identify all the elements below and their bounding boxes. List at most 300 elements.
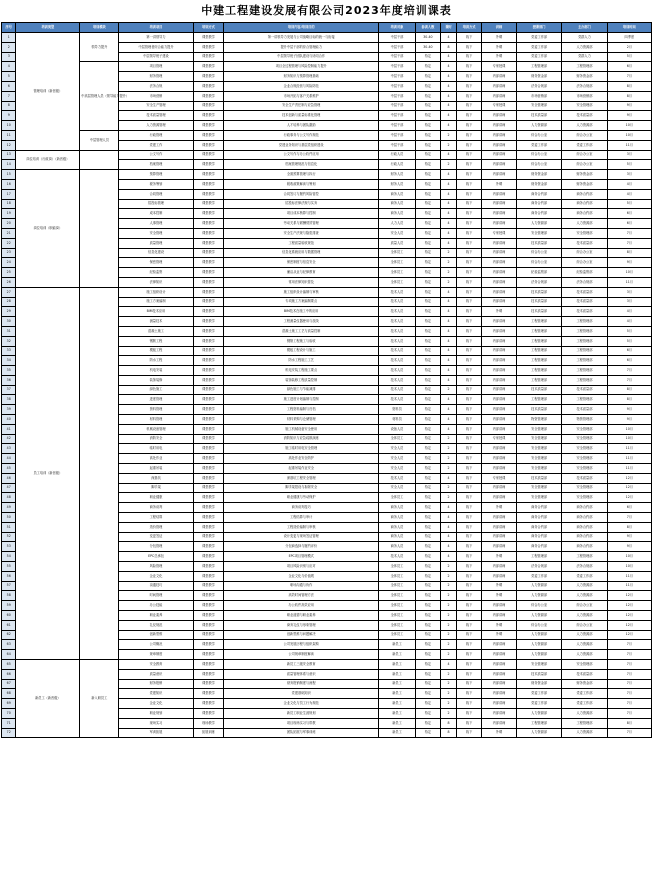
table-cell: 8月 (607, 385, 651, 395)
table-cell: 课堂教学 (193, 366, 224, 376)
table-cell: 线下 (457, 72, 482, 82)
table-cell: 拓展训练 (193, 728, 224, 738)
training-type-cell: 新员工（新晋级） (16, 660, 80, 738)
table-cell: 内部讲师 (481, 277, 516, 287)
table-cell: 团队拓展与军事训练 (224, 728, 379, 738)
table-cell: 4 (440, 91, 456, 101)
table-cell: 中层干部 (378, 42, 415, 52)
table-cell: 外聘 (481, 552, 516, 562)
table-cell: 待定 (416, 708, 441, 718)
table-cell: 起重吊装 (119, 464, 193, 474)
table-cell: 安全管理部 (516, 483, 561, 493)
table-cell: 外聘 (481, 728, 516, 738)
training-module-cell: 中层管理人员 (80, 130, 119, 150)
table-cell: 课堂教学 (193, 111, 224, 121)
table-cell: 11月 (607, 454, 651, 464)
row-number-cell: 30 (2, 317, 16, 327)
row-number-cell: 58 (2, 591, 16, 601)
table-cell: 技术质量部 (562, 385, 607, 395)
table-cell: 工程测量仪器使用与放线 (224, 317, 379, 327)
row-number-cell: 1 (2, 33, 16, 43)
table-cell: 待定 (416, 630, 441, 640)
table-cell: 全体员工 (378, 571, 415, 581)
row-number-cell: 14 (2, 160, 16, 170)
table-cell: 时间管理 (119, 591, 193, 601)
table-cell: 人力资源部 (516, 581, 561, 591)
table-cell: 2 (440, 454, 456, 464)
table-cell: 法务合规 (119, 81, 193, 91)
table-cell: 2 (440, 689, 456, 699)
table-cell: 待定 (416, 650, 441, 660)
table-cell: 规章制度 (119, 650, 193, 660)
table-cell: 全体员工 (378, 434, 415, 444)
table-cell: 待定 (416, 415, 441, 425)
table-cell: 全面预算管理与执行 (224, 170, 379, 180)
table-cell: 线下 (457, 620, 482, 630)
table-cell: 4 (440, 473, 456, 483)
table-cell: 内部讲师 (481, 415, 516, 425)
table-cell: 内部讲师 (481, 395, 516, 405)
table-cell: 新员工三级安全教育 (224, 660, 379, 670)
table-cell: 待定 (416, 375, 441, 385)
table-cell: 4 (440, 336, 456, 346)
table-cell: 商务人员 (378, 209, 415, 219)
table-cell: 课堂教学 (193, 581, 224, 591)
table-cell: 2 (440, 679, 456, 689)
table-cell: 人力资源部 (562, 219, 607, 229)
table-cell: 人才培养与团队激励 (224, 121, 379, 131)
table-cell: 线下 (457, 483, 482, 493)
table-cell: 4 (440, 228, 456, 238)
table-cell: 2 (440, 708, 456, 718)
table-cell: 技术质量部 (562, 473, 607, 483)
table-cell: 安全管理部 (562, 454, 607, 464)
table-cell: 线下 (457, 503, 482, 513)
table-cell: 人力资源部 (516, 630, 561, 640)
table-cell: 综合办公室 (562, 130, 607, 140)
table-cell: 线下 (457, 405, 482, 415)
table-cell: 内部讲师 (481, 140, 516, 150)
table-row (2, 130, 652, 140)
table-cell: 外聘 (481, 33, 516, 43)
table-cell: 法务合规部 (562, 81, 607, 91)
table-cell: 8月 (607, 91, 651, 101)
table-cell: 5月 (607, 199, 651, 209)
table-cell: 课堂教学 (193, 336, 224, 346)
table-cell: 7月 (607, 640, 651, 650)
table-cell: 党委工作部 (516, 699, 561, 709)
table-cell: 内部讲师 (481, 238, 516, 248)
table-cell: 商务合约部 (516, 513, 561, 523)
table-cell: 待定 (416, 356, 441, 366)
table-cell: 专家授课 (481, 434, 516, 444)
table-cell: 深基坑工程安全管理 (224, 473, 379, 483)
table-cell: 材料员 (378, 415, 415, 425)
table-cell: 党群人力 (562, 33, 607, 43)
table-cell: 专家授课 (481, 62, 516, 72)
table-cell: 8月 (607, 718, 651, 728)
table-cell: 内部讲师 (481, 444, 516, 454)
table-cell: 内部讲师 (481, 209, 516, 219)
table-cell: 内部讲师 (481, 571, 516, 581)
table-cell: 档案管理规范与信息化 (224, 160, 379, 170)
table-cell: 军训拓展 (119, 728, 193, 738)
table-cell: 线下 (457, 650, 482, 660)
table-cell: 线下 (457, 258, 482, 268)
table-cell: 技术人员 (378, 552, 415, 562)
table-cell: 安全管理部 (562, 444, 607, 454)
table-cell: 工程管理部 (516, 552, 561, 562)
table-cell: 工程管理部 (516, 395, 561, 405)
table-cell: 待定 (416, 121, 441, 131)
row-number-cell: 51 (2, 522, 16, 532)
table-cell: 内部讲师 (481, 317, 516, 327)
table-cell: 财务资金部 (562, 179, 607, 189)
table-cell: 综合办公室 (516, 130, 561, 140)
table-cell: 线下 (457, 660, 482, 670)
table-cell: 职场沟通与协作 (224, 581, 379, 591)
table-cell: 综合办公室 (562, 160, 607, 170)
table-cell: 商务合约部 (562, 542, 607, 552)
table-cell: 内部讲师 (481, 493, 516, 503)
table-cell: 课堂教学 (193, 228, 224, 238)
row-number-cell: 55 (2, 562, 16, 572)
table-cell: 待定 (416, 395, 441, 405)
table-cell: 工程管理部 (516, 62, 561, 72)
table-cell: 工程管理部 (562, 62, 607, 72)
table-cell: 人力资源部 (562, 121, 607, 131)
table-cell: 4 (440, 346, 456, 356)
table-cell: 人力资源部 (562, 640, 607, 650)
table-cell: 技术质量部 (516, 405, 561, 415)
table-cell: 7月 (607, 708, 651, 718)
table-cell: 4月 (607, 307, 651, 317)
table-cell: 内部讲师 (481, 611, 516, 621)
row-number-cell: 43 (2, 444, 16, 454)
table-cell: 内部讲师 (481, 405, 516, 415)
table-cell: 内部讲师 (481, 483, 516, 493)
table-cell: 线下 (457, 385, 482, 395)
table-cell: 2 (440, 444, 456, 454)
table-cell: 10月 (607, 552, 651, 562)
table-cell: 工程管理部 (562, 356, 607, 366)
table-cell: 线下 (457, 199, 482, 209)
table-cell: 党委工作部 (516, 140, 561, 150)
table-cell: 线下 (457, 493, 482, 503)
table-cell: 线下 (457, 287, 482, 297)
table-cell: 课堂教学 (193, 620, 224, 630)
table-cell: EPC总承包 (119, 552, 193, 562)
table-cell: 技术质量部 (562, 297, 607, 307)
table-cell: 待定 (416, 209, 441, 219)
table-cell: 3月 (607, 287, 651, 297)
table-cell: 线下 (457, 689, 482, 699)
table-cell: 线下 (457, 395, 482, 405)
table-cell: 课堂教学 (193, 42, 224, 52)
table-cell: 工程管理部 (562, 718, 607, 728)
table-cell: 11月 (607, 571, 651, 581)
table-cell: 安全生产责任制与应急管理 (224, 101, 379, 111)
table-cell: 人力资源部 (562, 591, 607, 601)
table-cell: 线下 (457, 336, 482, 346)
table-cell: 4 (440, 287, 456, 297)
table-cell: 信息化系统应用与数据管理 (224, 248, 379, 258)
table-cell: 企业文化 (119, 699, 193, 709)
table-cell: 待定 (416, 444, 441, 454)
table-cell: 安全管理部 (562, 660, 607, 670)
table-cell: 内部讲师 (481, 669, 516, 679)
table-cell: 待定 (416, 179, 441, 189)
table-cell: 课堂教学 (193, 679, 224, 689)
table-cell: 待定 (416, 150, 441, 160)
table-cell: 混凝土施工工艺与质量控制 (224, 326, 379, 336)
row-number-cell: 18 (2, 199, 16, 209)
table-cell: 工程管理部 (516, 366, 561, 376)
table-cell: 6月 (607, 219, 651, 229)
table-cell: 线下 (457, 179, 482, 189)
table-cell: 课堂教学 (193, 591, 224, 601)
table-cell: 安全人员 (378, 444, 415, 454)
table-cell: 12月 (607, 620, 651, 630)
table-cell: 党委工作部 (516, 571, 561, 581)
table-cell: 待定 (416, 728, 441, 738)
table-cell: 11月 (607, 581, 651, 591)
table-cell: 内部讲师 (481, 121, 516, 131)
table-cell: 施工进度计划编制与控制 (224, 395, 379, 405)
row-number-cell: 69 (2, 699, 16, 709)
table-cell: 新员工 (378, 669, 415, 679)
table-cell: 8 (440, 728, 456, 738)
table-cell: 线下 (457, 434, 482, 444)
table-cell: 技术质量部 (516, 297, 561, 307)
table-cell: 职业素养 (119, 611, 193, 621)
table-cell: 待定 (416, 228, 441, 238)
table-cell: 内部讲师 (481, 336, 516, 346)
table-cell: 2 (440, 268, 456, 278)
table-cell: 课堂教学 (193, 248, 224, 258)
table-cell: 课堂教学 (193, 258, 224, 268)
table-cell: 内部讲师 (481, 513, 516, 523)
table-cell: 线下 (457, 473, 482, 483)
table-cell: 课堂教学 (193, 601, 224, 611)
table-cell: 线下 (457, 209, 482, 219)
table-cell: 人力资源部 (516, 219, 561, 229)
table-cell: 内部讲师 (481, 297, 516, 307)
table-cell: 待定 (416, 258, 441, 268)
table-cell: 线下 (457, 42, 482, 52)
table-cell: 安全管理部 (516, 434, 561, 444)
table-cell: 2月 (607, 42, 651, 52)
table-cell: 4 (440, 503, 456, 513)
table-cell: 人力资源部 (562, 728, 607, 738)
table-cell: 待定 (416, 307, 441, 317)
table-cell: 9月 (607, 532, 651, 542)
table-cell: 商务合约部 (562, 503, 607, 513)
table-cell: 课堂教学 (193, 287, 224, 297)
table-cell: 人力资源部 (516, 591, 561, 601)
column-header: 培训时间 (607, 23, 651, 33)
table-cell: 2 (440, 630, 456, 640)
table-cell: 待定 (416, 542, 441, 552)
column-header: 培训对象 (378, 23, 415, 33)
row-number-cell: 12 (2, 140, 16, 150)
table-cell: 技术质量部 (516, 307, 561, 317)
table-cell: 综合办公室 (516, 620, 561, 630)
table-cell: 4 (440, 179, 456, 189)
training-type-cell: 员工培训（新晋级） (16, 287, 80, 659)
table-cell: 待定 (416, 562, 441, 572)
table-cell: 招投标管理 (119, 199, 193, 209)
table-cell: 课堂教学 (193, 405, 224, 415)
table-cell: 内部讲师 (481, 532, 516, 542)
table-cell: 内部讲师 (481, 258, 516, 268)
table-cell: 7月 (607, 238, 651, 248)
table-cell: 工程管理部 (562, 346, 607, 356)
table-cell: 新员工 (378, 718, 415, 728)
table-cell: 4 (440, 542, 456, 552)
table-cell: 公司概况 (119, 640, 193, 650)
table-cell: 模板工程设计与施工 (224, 346, 379, 356)
table-cell: 新员工 (378, 660, 415, 670)
table-cell: 11月 (607, 140, 651, 150)
row-number-cell: 37 (2, 385, 16, 395)
table-cell: 外聘 (481, 630, 516, 640)
table-cell: BIM技术在施工中的应用 (224, 307, 379, 317)
table-cell: 待定 (416, 522, 441, 532)
table-cell: 2 (440, 620, 456, 630)
table-cell: 技术人员 (378, 287, 415, 297)
table-cell: 项目全过程管理与风险控制能力提升 (224, 62, 379, 72)
table-cell: 课堂教学 (193, 493, 224, 503)
table-cell: 6月 (607, 62, 651, 72)
table-cell: 人力资源部 (516, 728, 561, 738)
table-cell: 职业道德与职业素养 (224, 611, 379, 621)
table-cell: 2 (440, 601, 456, 611)
row-number-cell: 26 (2, 277, 16, 287)
table-cell: 行政人员 (378, 160, 415, 170)
table-cell: 线下 (457, 33, 482, 43)
table-cell: 全体员工 (378, 493, 415, 503)
table-cell: 办公软件高效应用 (224, 601, 379, 611)
table-cell: 课堂教学 (193, 317, 224, 327)
table-cell: 10月 (607, 434, 651, 444)
table-cell: 公司规章制度解读 (224, 650, 379, 660)
table-cell: 财务人员 (378, 170, 415, 180)
table-cell: 法务合规部 (516, 277, 561, 287)
table-cell: 技术质量部 (562, 307, 607, 317)
table-cell: 技术质量部 (562, 287, 607, 297)
table-cell: 课堂教学 (193, 434, 224, 444)
table-cell: 7月 (607, 513, 651, 523)
row-number-cell: 11 (2, 130, 16, 140)
table-cell: 7月 (607, 375, 651, 385)
row-number-cell: 27 (2, 287, 16, 297)
table-cell: 专家授课 (481, 473, 516, 483)
table-cell: 线下 (457, 630, 482, 640)
table-cell: 技术人员 (378, 297, 415, 307)
table-cell: 课堂教学 (193, 62, 224, 72)
table-cell: 技术质量部 (516, 287, 561, 297)
table-cell: 办公技能 (119, 601, 193, 611)
table-cell: 待定 (416, 140, 441, 150)
table-cell: 质量管理体系与意识 (224, 669, 379, 679)
table-cell: 党建工作 (119, 140, 193, 150)
table-cell: 4 (440, 513, 456, 523)
table-cell: 待定 (416, 62, 441, 72)
table-cell: 人力资源部 (562, 581, 607, 591)
row-number-cell: 53 (2, 542, 16, 552)
table-cell: 法务合规部 (562, 277, 607, 287)
table-cell: 课堂教学 (193, 170, 224, 180)
table-cell: 待定 (416, 297, 441, 307)
table-cell: 课堂教学 (193, 277, 224, 287)
row-number-cell: 54 (2, 552, 16, 562)
table-cell: 中层干部 (378, 111, 415, 121)
table-cell: 待定 (416, 493, 441, 503)
table-cell: 待定 (416, 552, 441, 562)
table-cell: 安全管理部 (516, 493, 561, 503)
table-cell: 课堂教学 (193, 121, 224, 131)
table-cell: 9月 (607, 405, 651, 415)
table-cell: 课堂教学 (193, 209, 224, 219)
table-cell: 内部讲师 (481, 366, 516, 376)
table-row (2, 62, 652, 72)
table-cell: 技术质量部 (516, 385, 561, 395)
table-cell: 8月 (607, 522, 651, 532)
table-cell: 7月 (607, 699, 651, 709)
table-row (2, 287, 652, 297)
table-cell: 技术人员 (378, 346, 415, 356)
table-cell: 合同管理 (119, 189, 193, 199)
table-cell: 企业合规经营与风险防范 (224, 81, 379, 91)
table-cell: 财务资金部 (516, 72, 561, 82)
row-number-cell: 16 (2, 179, 16, 189)
row-number-cell: 39 (2, 405, 16, 415)
table-cell: 内部讲师 (481, 130, 516, 140)
table-cell: 职业健康与劳动保护 (224, 493, 379, 503)
table-cell: 内部讲师 (481, 170, 516, 180)
table-cell: 安全教育 (119, 660, 193, 670)
table-cell: 行政管理 (119, 130, 193, 140)
table-cell: 4 (440, 326, 456, 336)
table-cell: 新员工 (378, 650, 415, 660)
table-cell: 课堂教学 (193, 630, 224, 640)
table-cell: 待定 (416, 591, 441, 601)
row-number-cell: 6 (2, 81, 16, 91)
table-row (2, 660, 652, 670)
table-cell: 人力资源部 (562, 611, 607, 621)
table-cell: 安全管理部 (516, 444, 561, 454)
table-cell: 技术人员 (378, 473, 415, 483)
table-cell: 财务资金部 (516, 679, 561, 689)
table-cell: 线下 (457, 62, 482, 72)
table-cell: 待定 (416, 581, 441, 591)
table-cell: 2 (440, 385, 456, 395)
table-cell: 课堂教学 (193, 513, 224, 523)
row-number-cell: 17 (2, 189, 16, 199)
table-cell: 7月 (607, 669, 651, 679)
table-cell: 线下 (457, 464, 482, 474)
table-cell: 内部讲师 (481, 718, 516, 728)
table-cell: 6月 (607, 209, 651, 219)
table-cell: 待定 (416, 483, 441, 493)
table-cell: 待定 (416, 503, 441, 513)
table-cell: 人力资源部 (562, 708, 607, 718)
table-cell: 安全管理部 (516, 101, 561, 111)
table-cell: 消防知识与应急疏散演练 (224, 434, 379, 444)
table-cell: 分包商选择与履约评价 (224, 542, 379, 552)
table-cell: 待定 (416, 81, 441, 91)
